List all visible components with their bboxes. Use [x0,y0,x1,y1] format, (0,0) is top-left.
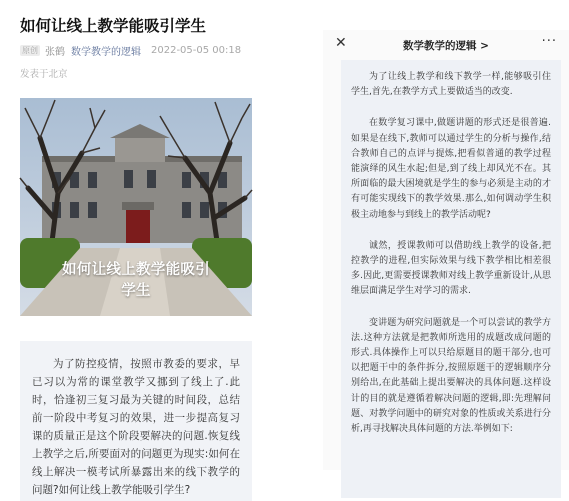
cover-title-overlay: 如何让线上教学能吸引学生 [62,262,210,299]
reader-title[interactable]: 数学教学的逻辑 > [403,40,489,52]
original-badge: 原创 [22,46,38,55]
cover-image [20,98,252,316]
intro-card [20,341,252,501]
reader-paragraph: 为了让线上教学和线下教学一样,能够吸引住学生,首先,在教学方式上要做适当的改变. [351,72,551,98]
publish-date: 2022-05-05 00:18 [151,45,242,56]
reader-header [323,30,569,60]
reader-content-card [341,60,561,498]
reader-panel [323,30,569,470]
close-icon[interactable]: ✕ [335,35,347,51]
reader-paragraph: 诚然，授课教师可以借助线上教学的设备,把控教学的进程,但实际效果与线下教学相比相差很多.因此,更需要授课教师对线上教学重新设计,从思维层面满足学生对学习的需求. [351,240,551,297]
article-meta [20,43,241,58]
publish-location: 发表于北京 [20,69,68,80]
more-icon[interactable]: ··· [541,34,557,49]
article-panel [0,0,265,496]
reader-paragraph: 变讲题为研究问题就是一个可以尝试的教学方法.这种方法就是把教师所选用的成题改成问题的形式.具体操作上可以只给原题目的题干部分,也可以把题干中的条件拆分,按照原题干的逻辑顺序分别给出,在此基础上提出要解决的具体问题.这样设计的目的就是遵循着解决问题的逻辑,即:先理解问题、对教学问题中的研究对象的性质或关系进行分析,再寻找解决具体问题的方法.举例如下: [351,317,551,435]
article-title: 如何让线上教学能吸引学生 [20,17,207,35]
account-link[interactable]: 数学教学的逻辑 [71,47,141,58]
intro-paragraph: 为了防控疫情，按照市教委的要求，早已习以为常的课堂教学又挪到了线上了.此时，恰逢初三复习最为关键的时间段，总结前一阶段中考复习的效果，进一步提高复习课的质量正是这个阶段要解决的问题.恢复线上教学之后,所要面对的问题更为现实:如何在线上解决一模考试所暴露出来的线下教学的问题?如何让线上教学能吸引学生? [32,358,240,496]
reader-paragraph: 在数学复习课中,做题讲题的形式还是很普遍.如果是在线下,教师可以通过学生的分析与操作,结合教师自己的点评与提炼,把看似普通的教学过程能演绎的风生水起;但是,到了线上却风光不在。其所面临的最大困境就是学生的参与必须是主动的才有可能实现线下的教学效果.那么,如何调动学生积极主动地参与到线上的教学活动呢? [351,118,551,220]
author-name: 张鹤 [45,47,65,58]
